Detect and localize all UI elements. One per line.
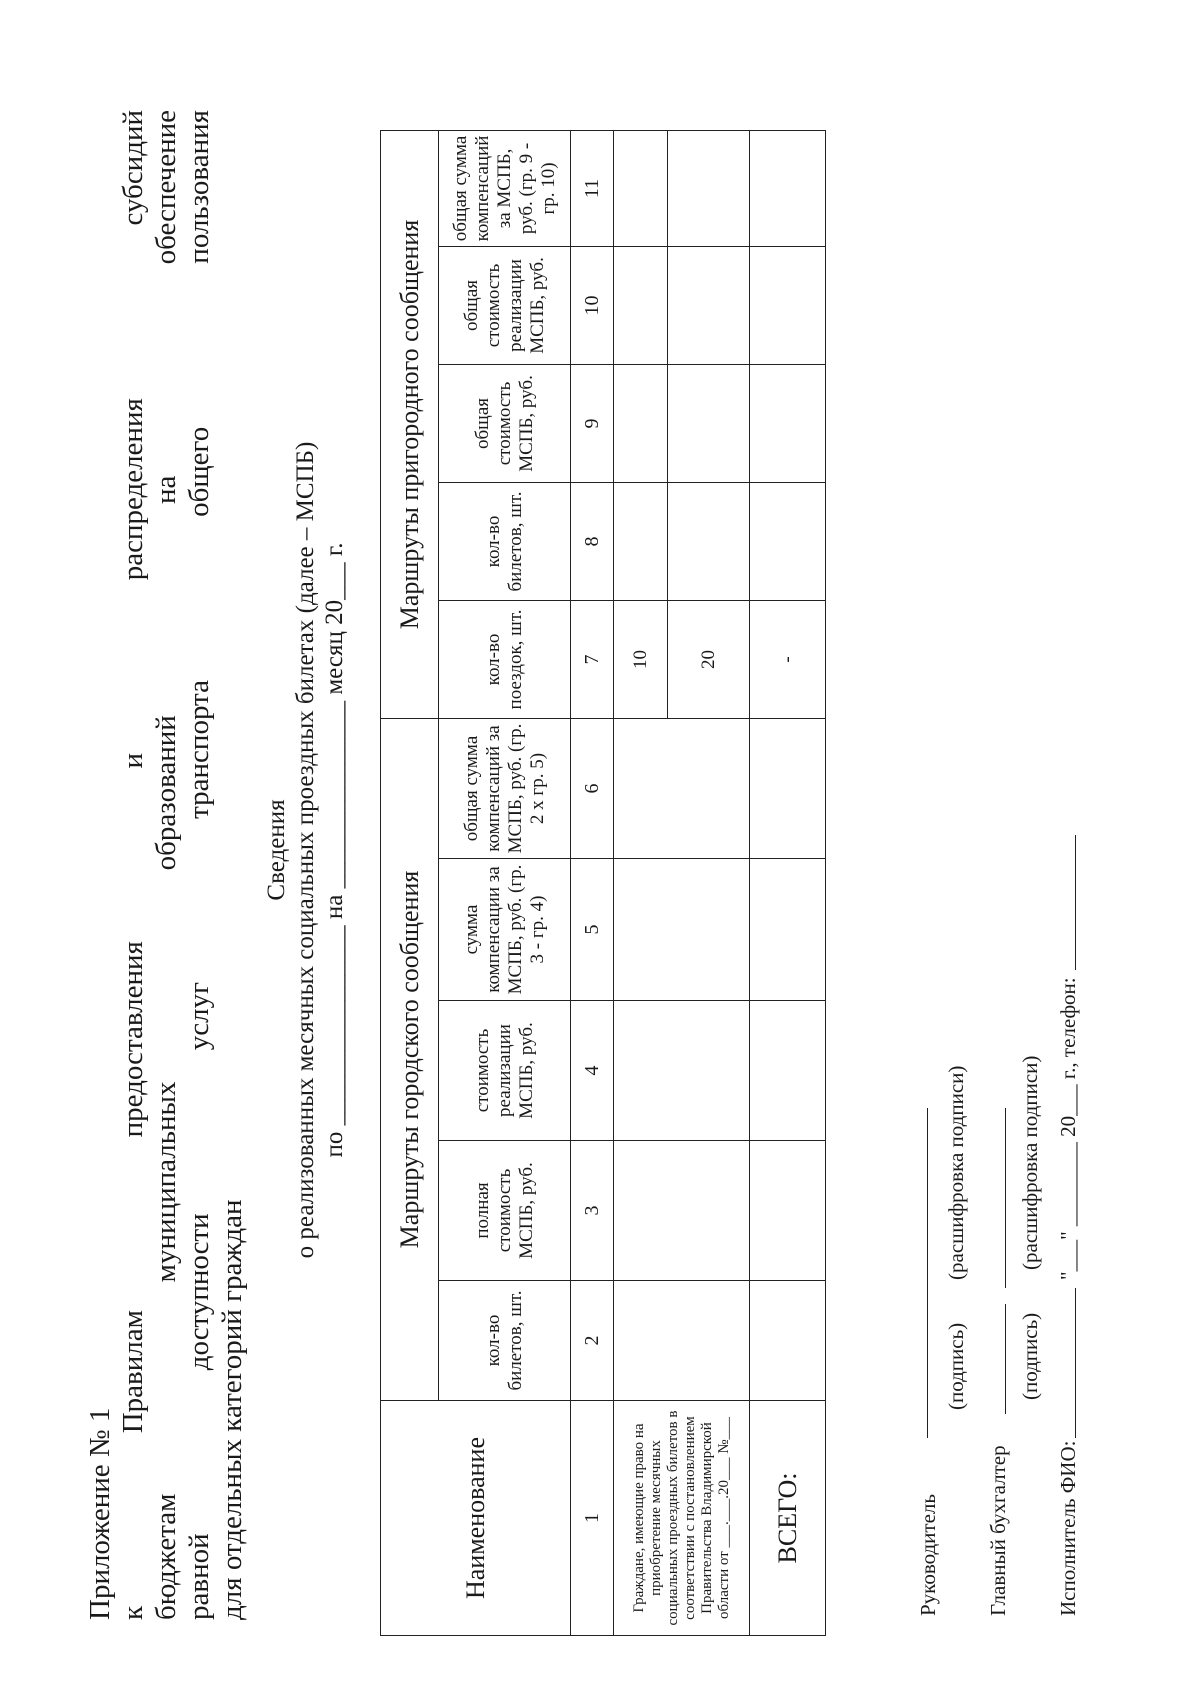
suburban-col-sale-cost: общая стоимость реализации МСПБ, руб. [439, 246, 571, 364]
head-decoding-caption: (расшифровка подписи) [944, 1065, 968, 1280]
signature-line [927, 1288, 928, 1438]
executor-name-line [1052, 1288, 1076, 1438]
rules-line-4: для отдельных категорий граждан [216, 1199, 248, 1620]
phone-line [1052, 835, 1076, 970]
table-cell [750, 718, 826, 858]
city-col-sale-cost: стоимость реализации МСПБ, руб. [439, 1001, 571, 1141]
table-row [614, 130, 668, 1635]
rules-line-3: равной доступности услуг транспорта общего пользования [183, 110, 215, 1620]
table-cell [668, 482, 750, 600]
city-routes-header: Маршруты городского сообщения [381, 718, 439, 1400]
suburban-col-total-compensation: общая сумма компенсаций за МСПБ, руб. (гр. 9 - гр. 10) [439, 130, 571, 246]
column-number: 3 [571, 1141, 614, 1281]
column-number: 5 [571, 859, 614, 1001]
table-cell [750, 246, 826, 364]
column-number: 6 [571, 718, 614, 858]
rules-line-1: к Правилам предоставления и распределения субсидий [117, 110, 149, 1620]
column-number: 4 [571, 1001, 614, 1141]
table-cell [750, 364, 826, 482]
total-label: ВСЕГО: [750, 1401, 826, 1636]
column-number: 10 [571, 246, 614, 364]
suburban-col-trips-count: кол-во поездок, шт. [439, 600, 571, 718]
table-cell [668, 246, 750, 364]
table-cell [614, 1281, 750, 1401]
head-signature-caption: (подпись) [944, 1322, 968, 1410]
table-cell [750, 482, 826, 600]
rules-line-2: бюджетам муниципальных образований на обеспечение [150, 110, 182, 1620]
compensation-table [380, 130, 826, 1636]
accountant-signature-line [982, 1304, 1006, 1414]
column-number: 7 [571, 600, 614, 718]
document-title [262, 0, 349, 1700]
total-trips-cell: - [750, 600, 826, 718]
column-number: 8 [571, 482, 614, 600]
table-cell [614, 1141, 750, 1281]
trips-count-cell: 10 [614, 600, 668, 718]
head-label: Руководитель [916, 1494, 940, 1616]
table-cell [614, 130, 668, 246]
table-cell [614, 364, 668, 482]
appendix-heading [84, 110, 249, 1620]
accountant-decoding-line [982, 1108, 1006, 1288]
head-signature-block [916, 1494, 940, 1616]
total-row [750, 130, 826, 1635]
column-number: 11 [571, 130, 614, 246]
signature-line [1005, 1304, 1006, 1414]
table-cell [614, 859, 750, 1001]
executor-date-phone: "___" ________ 20___ г., телефон: [1056, 977, 1080, 1280]
accountant-decoding-caption: (расшифровка подписи) [1018, 1055, 1042, 1270]
city-col-full-cost: полная стоимость МСПБ, руб. [439, 1141, 571, 1281]
table-cell [750, 1281, 826, 1401]
table-cell [750, 130, 826, 246]
table-cell [668, 130, 750, 246]
head-decoding-line [904, 1108, 928, 1288]
suburban-routes-header: Маршруты пригородного сообщения [381, 130, 439, 718]
decoding-line [1005, 1108, 1006, 1288]
table-cell [614, 1001, 750, 1141]
executor-label: Исполнитель ФИО: [1056, 1440, 1080, 1616]
accountant-signature-caption: (подпись) [1018, 1312, 1042, 1400]
name-column-header: Наименование [381, 1401, 571, 1636]
phone-line-stroke [1075, 835, 1076, 970]
appendix-number: Приложение № 1 [84, 1407, 116, 1620]
title-word: Сведения [263, 799, 290, 901]
accountant-label: Главный бухгалтер [986, 1445, 1010, 1616]
title-subtitle: о реализованных месячных социальных проездных билетах (далее – МСПБ) [292, 441, 319, 1259]
table-cell [614, 482, 668, 600]
column-number: 2 [571, 1281, 614, 1401]
title-period: по ________________ на _______________ месяц 20___ г. [321, 542, 348, 1158]
suburban-col-total-cost: общая стоимость МСПБ, руб. [439, 364, 571, 482]
table-cell [668, 364, 750, 482]
table-cell [614, 718, 750, 858]
table-cell [750, 1141, 826, 1281]
suburban-col-tickets-count: кол-во билетов, шт. [439, 482, 571, 600]
table-cell [750, 859, 826, 1001]
city-col-tickets-count: кол-во билетов, шт. [439, 1281, 571, 1401]
city-col-compensation: сумма компенсации за МСПБ, руб. (гр. 3 - гр. 4) [439, 859, 571, 1001]
head-signature-line [904, 1288, 928, 1438]
city-col-total-compensation: общая сумма компенсаций за МСПБ, руб. (гр. 2 х гр. 5) [439, 718, 571, 858]
column-number: 1 [571, 1401, 614, 1636]
executor-line [1075, 1288, 1076, 1438]
decoding-line [927, 1108, 928, 1288]
citizens-category-description: Граждане, имеющие право на приобретение месячных социальных проездных билетов в соответствии с постановлением Правительства Владимирской области от ___.___.20___ №___ [614, 1401, 750, 1636]
table-cell [750, 1001, 826, 1141]
trips-count-cell: 20 [668, 600, 750, 718]
column-number: 9 [571, 364, 614, 482]
table-cell [614, 246, 668, 364]
